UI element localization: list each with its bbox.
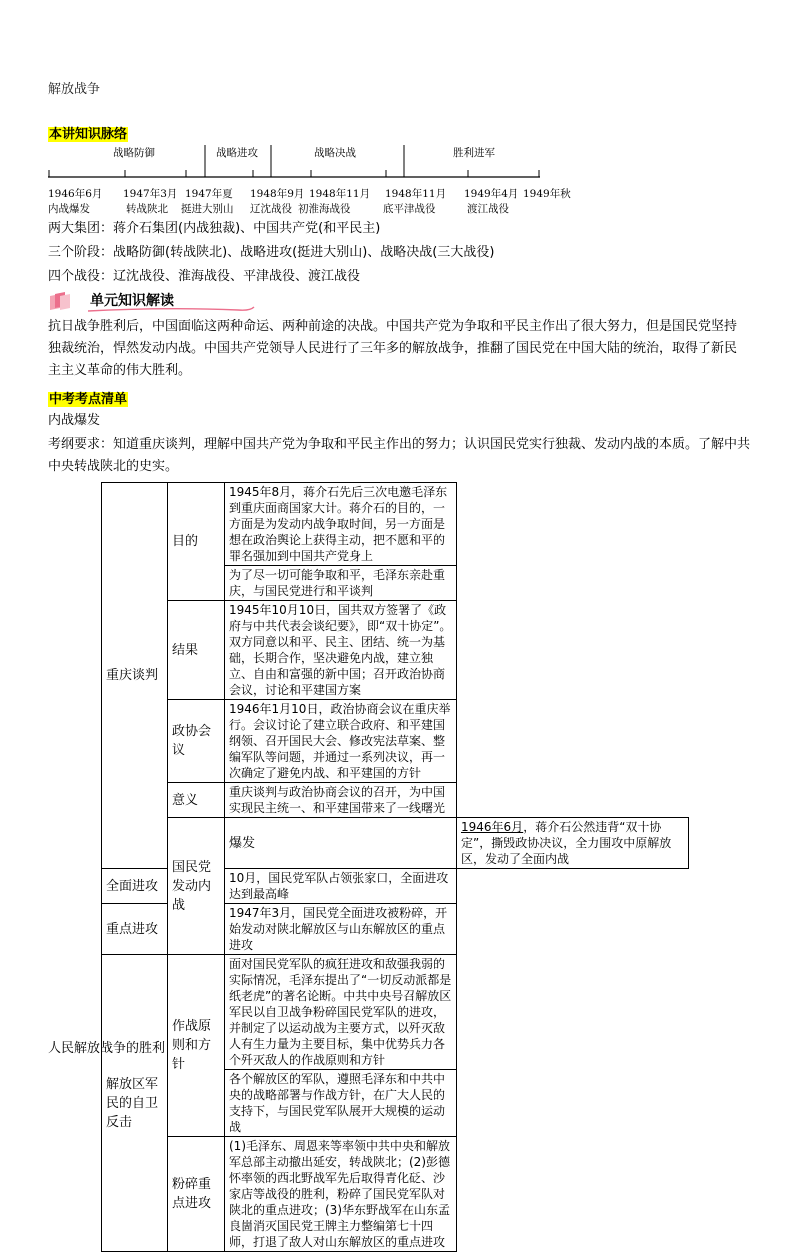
- timeline-ticks: [49, 170, 539, 177]
- table-cell: 各个解放区的军队，遵照毛泽东和中共中央的战略部署与作战方针，在广大人民的支持下，与国民党军队展开大规模的运动战: [225, 1070, 457, 1137]
- timeline-event-2: 转战陕北: [126, 203, 168, 215]
- timeline-period-2: 战略进攻: [216, 147, 258, 159]
- timeline-event-5: 初淮海战役: [298, 203, 351, 215]
- timeline-date-5: 1948年11月: [309, 188, 371, 200]
- table-cell: 面对国民党军队的疯狂进攻和敌强我弱的实际情况，毛泽东提出了“一切反动派都是纸老虎”的著名论断。中共中央号召解放区军民以自卫战争粉碎国民党军队的进攻，并制定了以运动战为主要方式，以歼灭敌人有生力量为主要目标，集中优势兵力各个歼灭敌人的作战原则和方针: [225, 955, 457, 1070]
- row-label: 结果: [168, 601, 225, 700]
- row-label: 粉碎重点进攻: [168, 1137, 225, 1252]
- unit-heading: 单元知识解读: [48, 290, 218, 312]
- topic-peoples-liberation-victory: 人民解放战争的胜利: [48, 1041, 166, 1056]
- timeline-date-6: 1948年11月: [385, 188, 447, 200]
- underlined-date: 1946年6月: [461, 820, 524, 834]
- page-title: 解放战争: [48, 82, 101, 97]
- summary-line-1: 两大集团：蒋介石集团(内战独裁)、中国共产党(和平民主): [48, 221, 381, 236]
- summary-line-2: 三个阶段：战略防御(转战陕北)、战略进攻(挺进大别山)、战略决战(三大战役): [48, 245, 495, 260]
- row-label: 全面进攻: [102, 869, 168, 904]
- timeline-period-4: 胜利进军: [453, 147, 495, 159]
- timeline-event-7: 渡江战役: [467, 203, 509, 215]
- table-row: [102, 1137, 689, 1252]
- row-label: 意义: [168, 783, 225, 818]
- table-cell: 10月，国民党军队占领张家口，全面进攻达到最高峰: [225, 869, 457, 904]
- timeline-event-1: 内战爆发: [48, 203, 90, 215]
- table-row: [102, 700, 689, 783]
- table-cell: 为了尽一切可能争取和平，毛泽东亲赴重庆，与国民党进行和平谈判: [225, 566, 457, 601]
- timeline-date-3: 1947年夏: [185, 188, 233, 200]
- summary-line-3: 四个战役：辽沈战役、淮海战役、平津战役、渡江战役: [48, 269, 361, 284]
- timeline-period-1: 战略防御: [113, 147, 155, 159]
- timeline-date-4: 1948年9月: [250, 188, 305, 200]
- section-heading-knowledge-map: 本讲知识脉络: [49, 127, 128, 142]
- table-cell: 1946年1月10日，政治协商会议在重庆举行。会议讨论了建立联合政府、和平建国纲领、召开国民大会、修改宪法草案、整编军队等问题，并通过一系列决议，再一次确定了避免内战、和平建国的方针: [225, 700, 457, 783]
- timeline-date-8: 1949年秋: [523, 188, 571, 200]
- knowledge-table: [101, 482, 689, 1252]
- table-cell: (1)毛泽东、周恩来等率领中共中央和解放军总部主动撤出延安，转战陕北；(2)彭德怀率领的西北野战军先后取得青化砭、沙家店等战役的胜利，粉碎了国民党军队对陕北的重点进攻；(3)华东野战军在山东孟良崮消灭国民党王牌主力整编第七十四师，打退了敌人对山东解放区的重点进攻: [225, 1137, 457, 1252]
- timeline-event-4: 辽沈战役: [250, 203, 292, 215]
- row-label: 目的: [168, 483, 225, 601]
- timeline-event-3: 挺进大别山: [181, 203, 234, 215]
- row-label: 政协会议: [168, 700, 225, 783]
- timeline-period-3: 战略决战: [314, 147, 356, 159]
- timeline-event-6: 底平津战役: [383, 203, 436, 215]
- timeline-date-7: 1949年4月: [464, 188, 519, 200]
- table-row: [102, 818, 689, 869]
- syllabus-requirement: 考纲要求：知道重庆谈判，理解中国共产党为争取和平民主作出的努力；认识国民党实行独裁、发动内战的本质。了解中共中央转战陕北的史实。: [48, 437, 751, 474]
- books-icon: [48, 292, 74, 310]
- table-cell: 1946年6月，蒋介石公然违背“双十协定”，撕毁政协决议，全力围攻中原解放区，发动了全面内战: [457, 818, 689, 869]
- table-row: [102, 783, 689, 818]
- table-cell: 1945年10月10日，国共双方签署了《政府与中共代表会谈纪要》，即“双十协定”。双方同意以和平、民主、团结、统一为基础，长期合作，坚决避免内战，建立独立、自由和富强的新中国；召开政治协商会议，讨论和平建国方案: [225, 601, 457, 700]
- row-label: 作战原则和方针: [168, 955, 225, 1137]
- timeline-date-1: 1946年6月: [48, 188, 103, 200]
- table-cell: 1945年8月，蒋介石先后三次电邀毛泽东到重庆面商国家大计。蒋介石的目的，一方面是为发动内战争取时间，另一方面是想在政治舆论上获得主动，把不愿和平的罪名强加到中国共产党身上: [225, 483, 457, 566]
- group-label: 解放区军民的自卫反击: [102, 955, 168, 1252]
- row-label: 爆发: [225, 818, 457, 869]
- group-label: 重庆谈判: [102, 483, 168, 869]
- intro-paragraph: 抗日战争胜利后，中国面临这两种命运、两种前途的决战。中国共产党为争取和平民主作出了很大努力，但是国民党坚持独裁统治，悍然发动内战。中国共产党领导人民进行了三年多的解放战争，推翻了国民党在中国大陆的统治，取得了新民主主义革命的伟大胜利。: [48, 319, 738, 378]
- group-label: 国民党发动内战: [168, 818, 225, 955]
- table-row: [102, 601, 689, 700]
- table-cell: 1947年3月，国民党全面进攻被粉碎，开始发动对陕北解放区与山东解放区的重点进攻: [225, 904, 457, 955]
- table-row: [102, 483, 689, 566]
- table-cell: 重庆谈判与政治协商会议的召开，为中国实现民主统一、和平建国带来了一线曙光: [225, 783, 457, 818]
- row-label: 重点进攻: [102, 904, 168, 955]
- topic-civil-war-outbreak: 内战爆发: [48, 413, 101, 428]
- section-heading-exam-points: 中考考点清单: [49, 392, 128, 407]
- underline-swoosh-icon: [88, 306, 256, 312]
- timeline-date-2: 1947年3月: [123, 188, 178, 200]
